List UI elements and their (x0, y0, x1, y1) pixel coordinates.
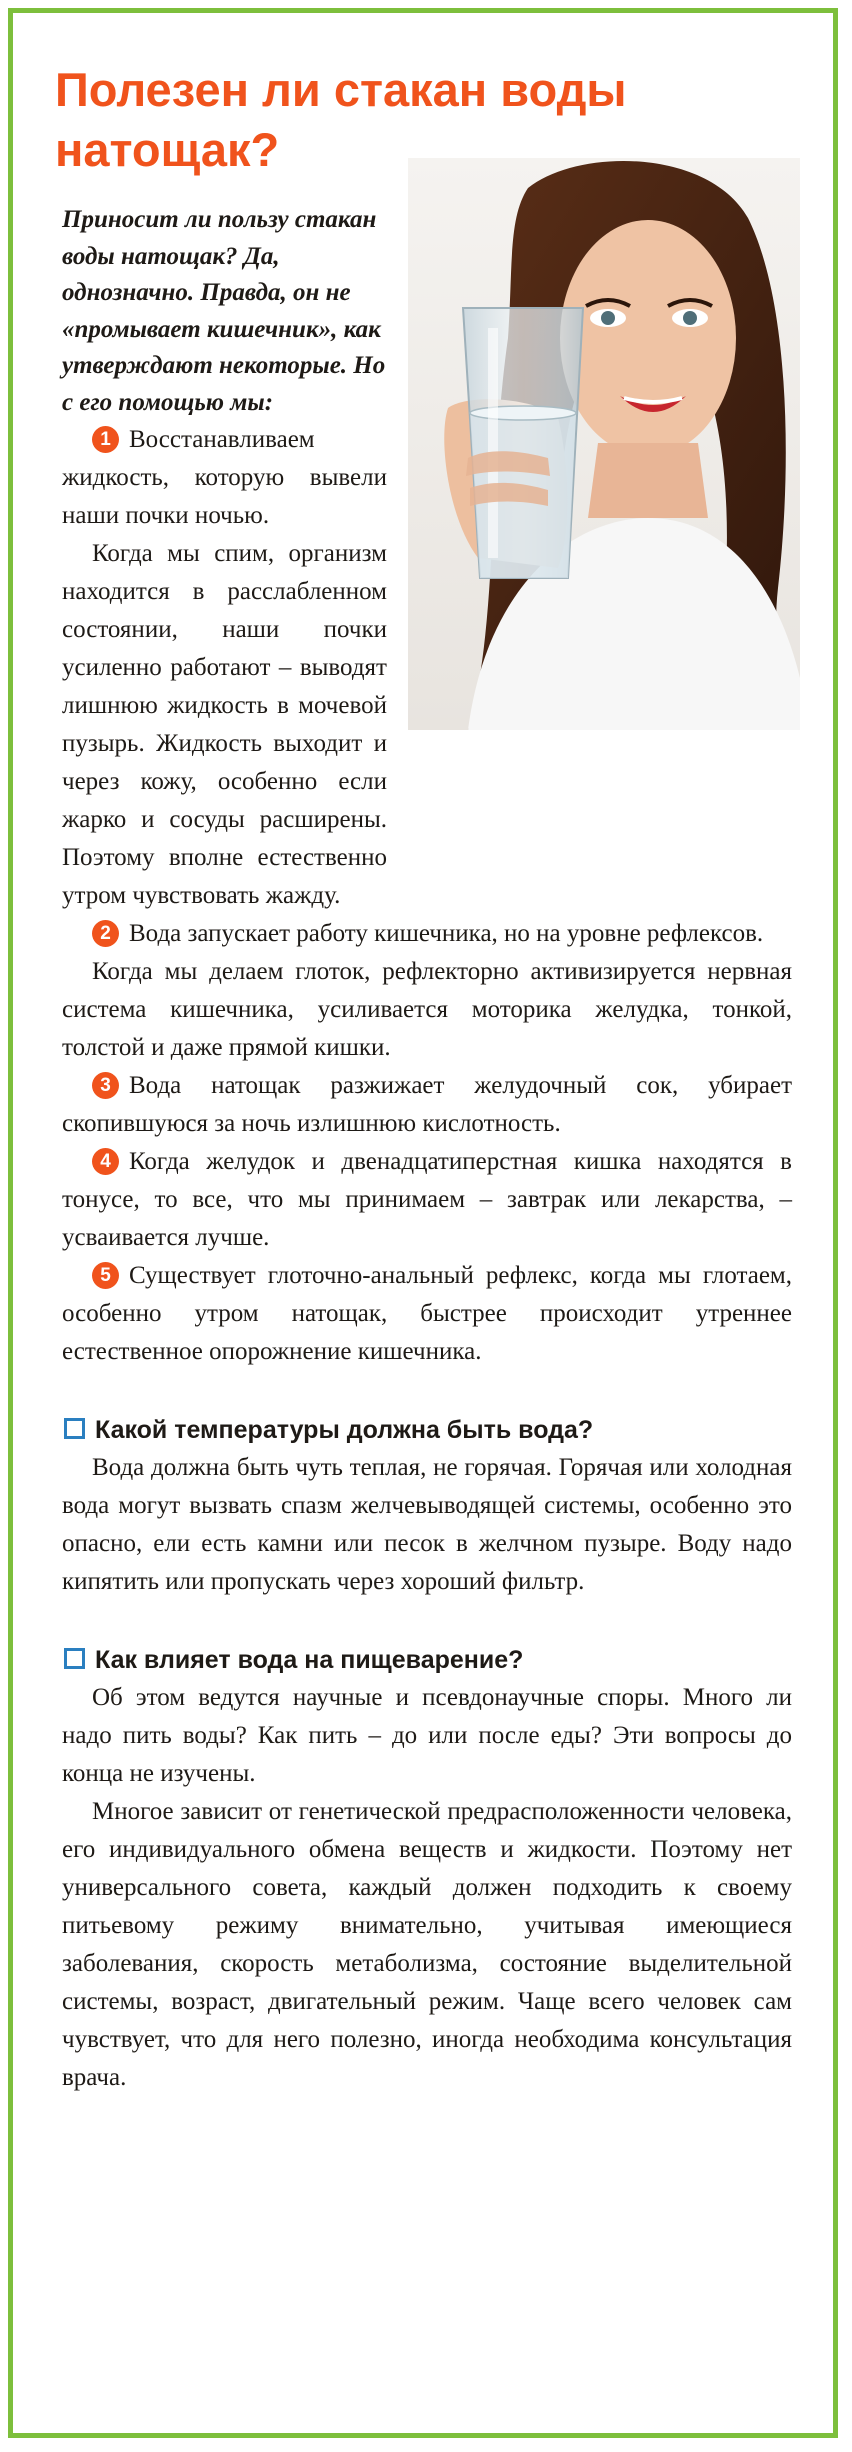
section-gap (62, 1371, 792, 1411)
article-title: Полезен ли стакан воды натощак? (55, 63, 627, 176)
number-badge-2: 2 (92, 920, 119, 947)
item-5 (62, 1257, 792, 1371)
lead-paragraph: Приносит ли пользу стакан воды натощак? Да, однозначно. Правда, он не «промывает кишечник», как утверждают некоторые. Но с его помощью мы: (62, 206, 386, 416)
item-2-heading (62, 915, 792, 953)
item-1-body-text: Когда мы спим, организм находится в расслабленном состоянии, наши почки усиленно работают – выводят лишнюю жидкость в мочевой пузырь. Жидкость выходит и через кожу, особенно если жарко и сосуды расширены. Поэтому вполне естественно утром чувствовать жажду. (62, 540, 387, 909)
number-badge-3: 3 (92, 1072, 119, 1099)
number-badge-5: 5 (92, 1262, 119, 1289)
checkbox-icon (64, 1648, 85, 1669)
item-1-heading (62, 421, 387, 535)
item-5-text: Существует глоточно-анальный рефлекс, когда мы глотаем, особенно утром натощак, быстрее происходит утреннее естественное опорожнение кишечника. (62, 1262, 792, 1365)
question-1-heading (62, 1411, 792, 1449)
question-2-paragraph-2: Многое зависит от генетической предрасположенности человека, его индивидуального обмена веществ и жидкости. Поэтому нет универсального совета, каждый должен подходить к своему питьевому режиму внимательно, учитывая имеющиеся заболевания, скорость метаболизма, состояние выделительной системы, возраст, двигательный режим. Чаще всего человек сам чувствует, что для него полезно, иногда необходима консультация врача. (62, 1798, 792, 2091)
item-2-body: Когда мы делаем глоток, рефлекторно активизируется нервная система кишечника, усиливается моторика желудка, тонкой, толстой и даже прямой кишки. (62, 958, 792, 1061)
article-body (62, 202, 792, 2097)
item-3-text: Вода натощак разжижает желудочный сок, убирает скопившуюся за ночь излишнюю кислотность. (62, 1072, 792, 1137)
question-2-heading (62, 1641, 792, 1679)
item-1-body (62, 535, 387, 915)
question-2-paragraph-1: Об этом ведутся научные и псевдонаучные споры. Много ли надо пить воды? Как пить – до или после еды? Эти вопросы до конца не изучены. (62, 1684, 792, 1787)
question-1-heading-text: Какой температуры должна быть вода? (95, 1416, 594, 1444)
number-badge-1: 1 (92, 426, 119, 453)
question-1-paragraph: Вода должна быть чуть теплая, не горячая. Горячая или холодная вода могут вызвать спазм желчевыводящей системы, особенно это опасно, ели есть камни или песок в желчном пузыре. Воду надо кипятить или пропускать через хороший фильтр. (62, 1454, 792, 1595)
item-2-heading-text: Вода запускает работу кишечника, но на уровне рефлексов. (129, 920, 764, 947)
number-badge-4: 4 (92, 1148, 119, 1175)
item-4-text: Когда желудок и двенадцатиперстная кишка находятся в тонусе, то все, что мы принимаем – завтрак или лекарства, – усваивается лучше. (62, 1148, 792, 1251)
section-gap (62, 1601, 792, 1641)
item-3 (62, 1067, 792, 1143)
checkbox-icon (64, 1418, 85, 1439)
item-4 (62, 1143, 792, 1257)
item-1-heading-text: Восстанавливаем жидкость, которую вывели наши почки ночью. (62, 426, 387, 529)
question-2-heading-text: Как влияет вода на пищеварение? (95, 1646, 524, 1674)
